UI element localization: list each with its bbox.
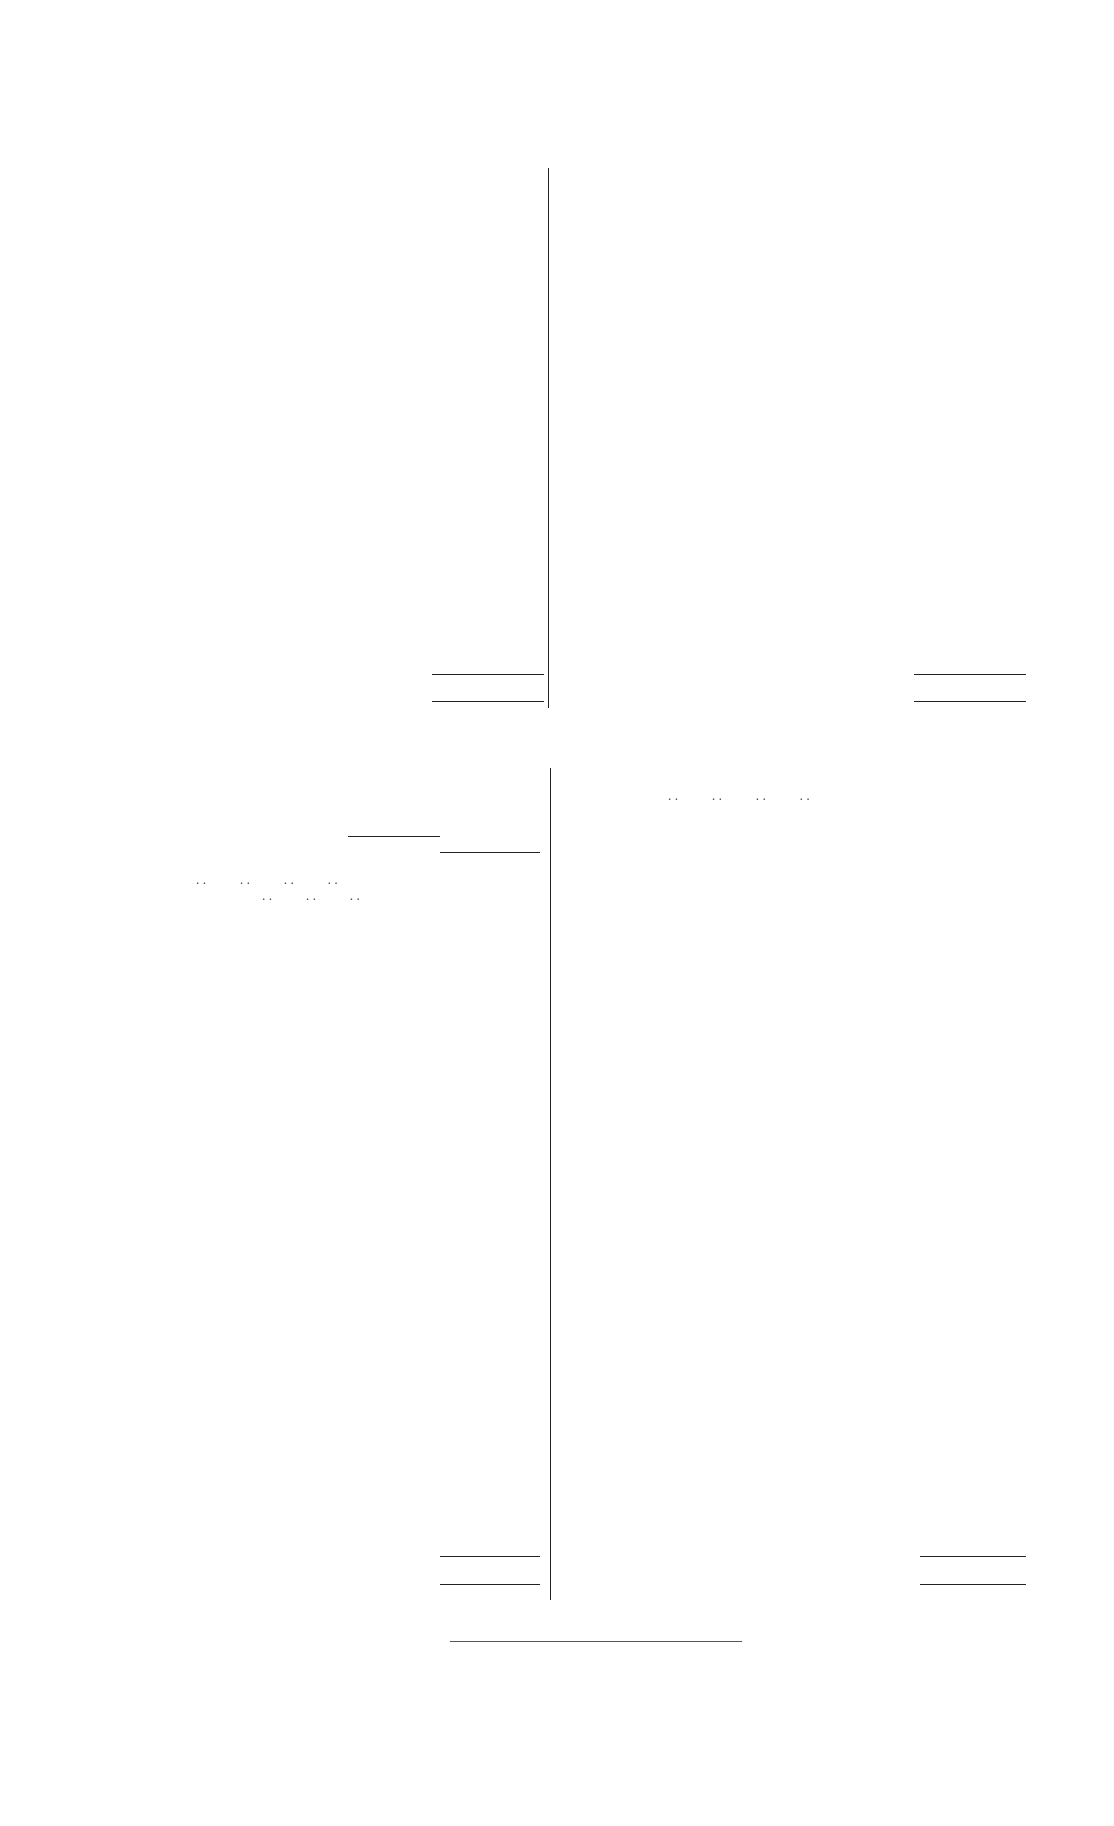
ie-center-rule [548, 168, 549, 708]
sundry-creditors-row: . . . . . . [262, 888, 360, 903]
ie-totals-row [0, 681, 1114, 697]
footer-rule [450, 1641, 742, 1642]
assets-total-rule [920, 1556, 1026, 1557]
exp-total-rule [432, 674, 544, 675]
net-funds-row [0, 856, 550, 872]
exp-total-double-rule [432, 701, 544, 702]
net-rule [440, 852, 540, 853]
liab-total-double-rule [440, 1584, 540, 1585]
bs-center-rule [550, 768, 551, 1600]
assets-total-double-rule [920, 1584, 1026, 1585]
liab-total-rule [440, 1556, 540, 1557]
land-row: . . . . . . . . [668, 788, 810, 803]
inc-total-rule [914, 674, 1026, 675]
assets-total-row [0, 1563, 1114, 1579]
reserve-fund-row: . . . . . . . . [196, 872, 338, 887]
inc-total-double-rule [914, 701, 1026, 702]
less-rule [348, 836, 440, 837]
